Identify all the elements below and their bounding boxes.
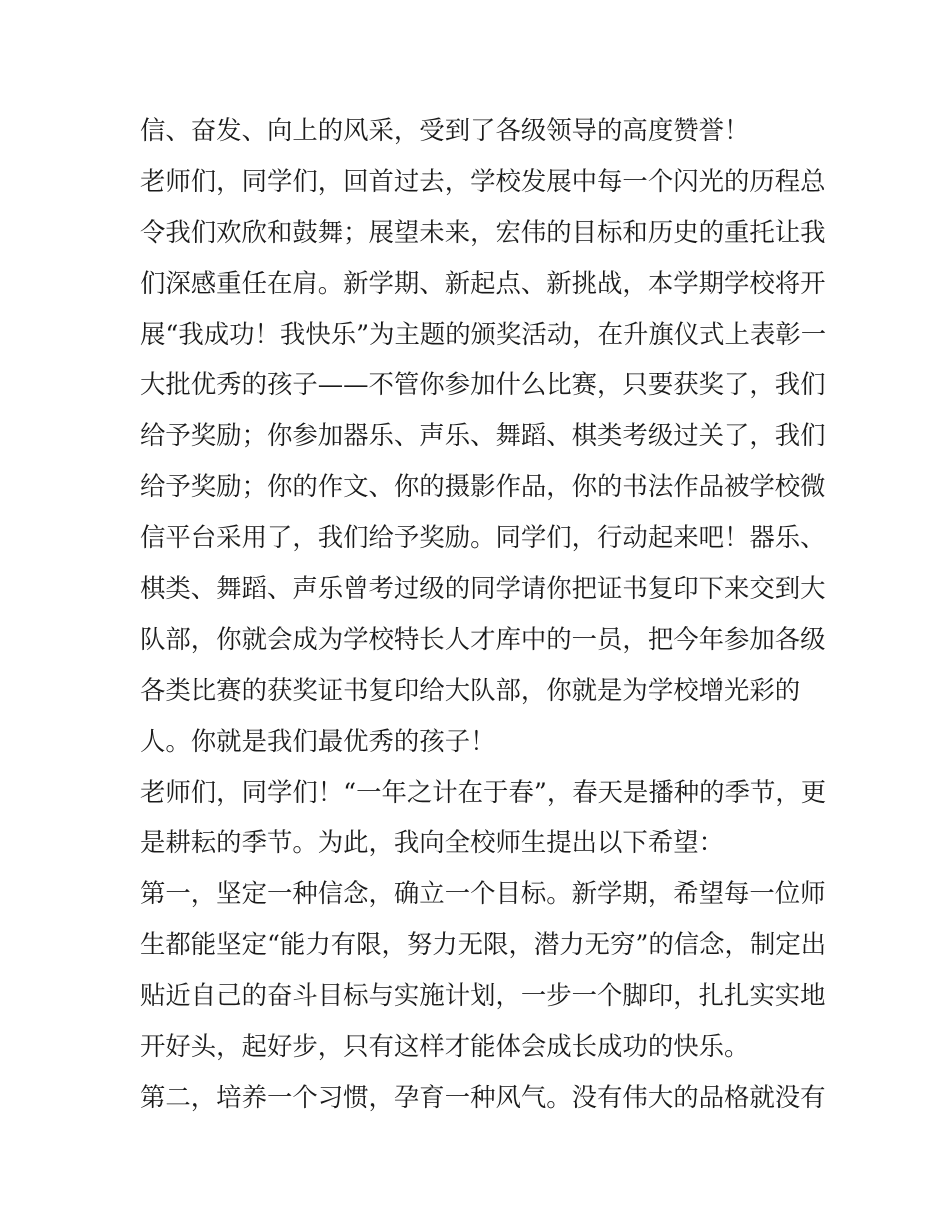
text-line: 给予奖励；你参加器乐、声乐、舞蹈、棋类考级过关了，我们 <box>140 420 826 451</box>
text-line: 令我们欢欣和鼓舞；展望未来，宏伟的目标和历史的重托让我 <box>140 216 826 247</box>
text-line: 老师们，同学们，回首过去，学校发展中每一个闪光的历程总 <box>140 165 826 196</box>
text-line: 信平台采用了，我们给予奖励。同学们，行动起来吧！器乐、 <box>140 522 826 553</box>
text-line: 各类比赛的获奖证书复印给大队部，你就是为学校增光彩的 <box>140 674 801 705</box>
text-line: 老师们，同学们！“一年之计在于春”，春天是播种的季节，更 <box>140 776 827 807</box>
text-line: 是耕耘的季节。为此，我向全校师生提出以下希望： <box>140 827 724 858</box>
text-line: 生都能坚定“能力有限，努力无限，潜力无穷”的信念，制定出 <box>140 929 827 960</box>
text-line: 大批优秀的孩子——不管你参加什么比赛，只要获奖了，我们 <box>140 369 826 400</box>
text-line: 给予奖励；你的作文、你的摄影作品，你的书法作品被学校微 <box>140 471 826 502</box>
text-line: 第二，培养一个习惯，孕育一种风气。没有伟大的品格就没有 <box>140 1081 826 1112</box>
body-text <box>140 105 827 1123</box>
text-line: 贴近自己的奋斗目标与实施计划，一步一个脚印，扎扎实实地 <box>140 980 826 1011</box>
text-line: 队部，你就会成为学校特长人才库中的一员，把今年参加各级 <box>140 623 826 654</box>
text-line: 们深感重任在肩。新学期、新起点、新挑战，本学期学校将开 <box>140 267 826 298</box>
text-line: 开好头，起好步，只有这样才能体会成长成功的快乐。 <box>140 1031 750 1062</box>
text-line: 展“我成功！我快乐”为主题的颁奖活动，在升旗仪式上表彰一 <box>140 318 827 349</box>
text-line: 第一，坚定一种信念，确立一个目标。新学期，希望每一位师 <box>140 878 826 909</box>
text-line: 信、奋发、向上的风采，受到了各级领导的高度赞誉！ <box>140 115 750 145</box>
text-line: 人。你就是我们最优秀的孩子！ <box>140 725 496 756</box>
text-line: 棋类、舞蹈、声乐曾考过级的同学请你把证书复印下来交到大 <box>140 573 826 604</box>
